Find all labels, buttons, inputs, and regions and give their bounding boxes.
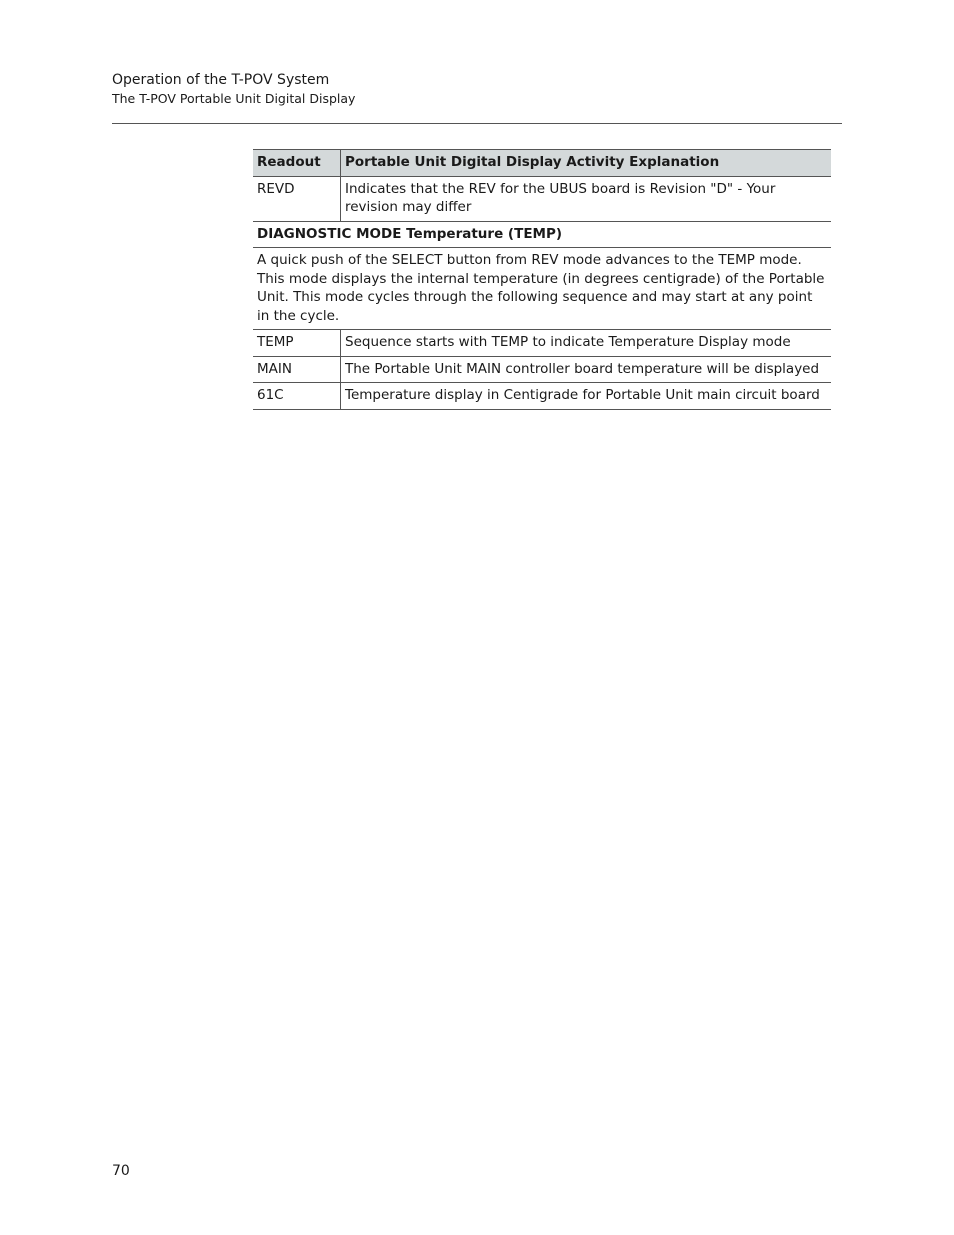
diagnostic-mode-title: DIAGNOSTIC MODE Temperature (TEMP) bbox=[253, 221, 831, 248]
diagnostic-mode-description: A quick push of the SELECT button from REV mode advances to the TEMP mode. This mode displays the internal temperature (in degrees centigrade) of the Portable Unit. This mode cycles through the following sequence and may start at any point in the cycle. bbox=[253, 248, 831, 330]
table-row bbox=[253, 383, 831, 410]
table-row-revd bbox=[253, 176, 831, 221]
section-title-row bbox=[253, 221, 831, 248]
table-row bbox=[253, 356, 831, 383]
column-header-explanation: Portable Unit Digital Display Activity Explanation bbox=[341, 150, 832, 177]
readout-cell: REVD bbox=[253, 176, 341, 221]
readout-cell: 61C bbox=[253, 383, 341, 410]
section-title: The T-POV Portable Unit Digital Display bbox=[112, 91, 356, 106]
page-number: 70 bbox=[112, 1163, 130, 1179]
explanation-cell: Sequence starts with TEMP to indicate Temperature Display mode bbox=[341, 330, 832, 357]
explanation-cell: Indicates that the REV for the UBUS board is Revision "D" - Your revision may differ bbox=[341, 176, 832, 221]
running-header bbox=[112, 70, 842, 108]
table-header-row bbox=[253, 150, 831, 177]
readout-table bbox=[253, 149, 831, 410]
explanation-cell: The Portable Unit MAIN controller board temperature will be displayed bbox=[341, 356, 832, 383]
readout-cell: MAIN bbox=[253, 356, 341, 383]
chapter-title: Operation of the T-POV System bbox=[112, 72, 330, 88]
column-header-readout: Readout bbox=[253, 150, 341, 177]
section-description-row bbox=[253, 248, 831, 330]
table-row bbox=[253, 330, 831, 357]
header-divider bbox=[112, 123, 842, 124]
readout-cell: TEMP bbox=[253, 330, 341, 357]
explanation-cell: Temperature display in Centigrade for Portable Unit main circuit board bbox=[341, 383, 832, 410]
